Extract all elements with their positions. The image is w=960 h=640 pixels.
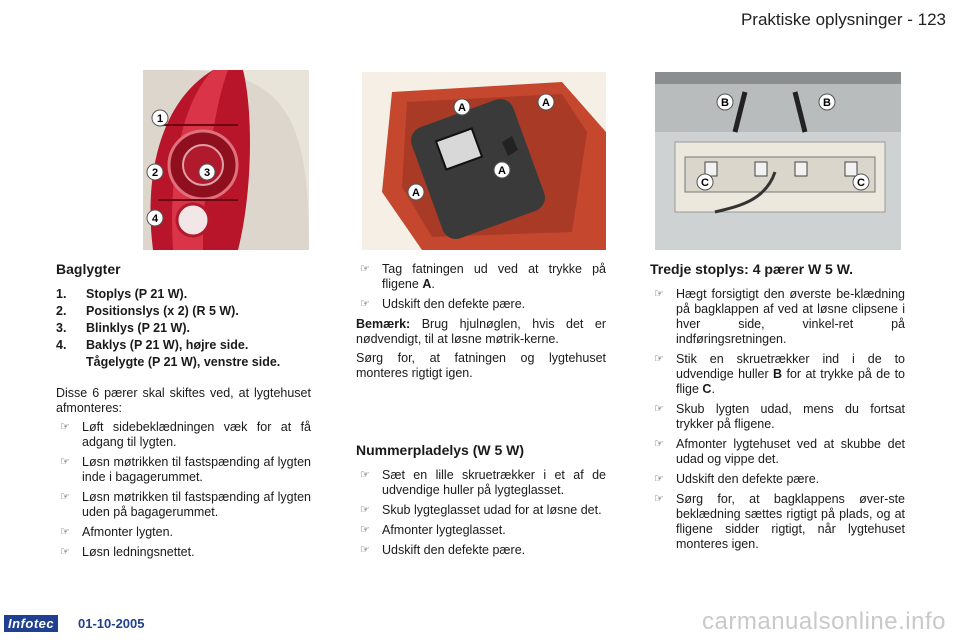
pointing-hand-icon: ☞ — [654, 473, 664, 485]
svg-text:A: A — [542, 97, 550, 109]
svg-text:1: 1 — [156, 113, 164, 125]
bulb-item: 4. Baklys (P 21 W), højre side. — [56, 338, 249, 352]
callout-b-2 — [819, 94, 835, 110]
watermark: carmanualsonline.info — [702, 608, 946, 635]
bulb-item: 3. Blinklys (P 21 W). — [56, 321, 190, 335]
list-item: ☞ Hægt forsigtigt den øverste be-klædning på bagklappen af ved at løsne clipsene i hver side, vinkel-ret på indføringsretningen. — [650, 287, 905, 347]
lamp-socket-illustration — [362, 72, 606, 250]
callout-3 — [199, 164, 215, 180]
pointing-hand-icon: ☞ — [360, 298, 370, 310]
bulb-item: 1. Stoplys (P 21 W). — [56, 287, 188, 301]
pointing-hand-icon: ☞ — [60, 491, 70, 503]
note-text-2: Sørg for, at fatningen og lygtehuset monteres rigtigt igen. — [356, 351, 606, 380]
rear-lights-column — [56, 262, 311, 565]
callout-4 — [147, 210, 163, 226]
number-plate-list — [356, 468, 606, 558]
intro-text: Disse 6 pærer skal skiftes ved, at lygtehuset afmonteres: — [56, 386, 311, 415]
bulb-list — [56, 287, 311, 370]
socket-instruction-list — [356, 262, 606, 312]
bulb-item: 2. Positionslys (x 2) (R 5 W). — [56, 304, 239, 318]
rear-light-illustration — [143, 70, 309, 250]
callout-c-1 — [697, 174, 713, 190]
svg-text:A: A — [498, 165, 506, 177]
callout-c-2 — [853, 174, 869, 190]
bulb-item-extra: Tågelygte (P 21 W), venstre side. — [86, 355, 281, 369]
third-brake-light-heading: Tredje stoplys: 4 pærer W 5 W. — [650, 261, 854, 277]
pointing-hand-icon: ☞ — [60, 526, 70, 538]
pointing-hand-icon: ☞ — [60, 546, 70, 558]
infotec-logo: Infotec — [4, 615, 58, 632]
list-item: ☞ Stik en skruetrækker ind i de to udvendige huller B for at trykke på de to flige C. — [650, 352, 905, 397]
list-item: ☞ Tag fatningen ud ved at trykke på fligene A. — [356, 262, 606, 292]
number-plate-heading: Nummerpladelys (W 5 W) — [356, 442, 525, 458]
list-item: ☞ Løsn ledningsnettet. — [56, 545, 311, 560]
lamp-socket-photo — [362, 72, 606, 250]
pointing-hand-icon: ☞ — [360, 469, 370, 481]
svg-text:2: 2 — [151, 167, 159, 179]
pointing-hand-icon: ☞ — [360, 524, 370, 536]
third-brake-light-illustration — [655, 72, 901, 250]
pointing-hand-icon: ☞ — [654, 288, 664, 300]
list-item: ☞ Udskift den defekte pære. — [356, 543, 606, 558]
footer-date: 01-10-2005 — [78, 616, 145, 631]
list-item: ☞ Løsn møtrikken til fastspænding af lygten inde i bagagerummet. — [56, 455, 311, 485]
pointing-hand-icon: ☞ — [60, 456, 70, 468]
third-brake-light-list — [650, 287, 905, 552]
rear-lights-heading: Baglygter — [56, 261, 121, 277]
instruction-list — [56, 420, 311, 560]
svg-text:3: 3 — [203, 167, 211, 179]
pointing-hand-icon: ☞ — [654, 403, 664, 415]
rear-light-photo — [143, 70, 309, 250]
list-item: ☞ Skub lygten udad, mens du fortsat trykker på fligene. — [650, 402, 905, 432]
callout-2 — [147, 164, 163, 180]
callout-1 — [152, 110, 168, 126]
third-brake-light-photo — [655, 72, 901, 250]
svg-text:C: C — [701, 177, 709, 189]
pointing-hand-icon: ☞ — [654, 493, 664, 505]
list-item: ☞ Sæt en lille skruetrækker i et af de udvendige huller på lygteglasset. — [356, 468, 606, 498]
svg-text:C: C — [857, 177, 865, 189]
note-text: Bemærk: Brug hjulnøglen, hvis det er nødvendigt, til at løsne møtrik-kerne. — [356, 317, 606, 346]
callout-a-3 — [494, 162, 510, 178]
pointing-hand-icon: ☞ — [60, 421, 70, 433]
svg-text:B: B — [721, 97, 729, 109]
list-item: ☞ Afmonter lygtehuset ved at skubbe det udad og vippe det. — [650, 437, 905, 467]
pointing-hand-icon: ☞ — [654, 438, 664, 450]
list-item: ☞ Løft sidebeklædningen væk for at få adgang til lygten. — [56, 420, 311, 450]
svg-text:A: A — [412, 187, 420, 199]
list-item: ☞ Udskift den defekte pære. — [650, 472, 905, 487]
callout-a-2 — [538, 94, 554, 110]
callout-a-4 — [408, 184, 424, 200]
svg-text:B: B — [823, 97, 831, 109]
list-item: ☞ Sørg for, at bagklappens øver-ste beklædning sættes rigtigt på plads, og at fligene sidder rigtigt, når lygtehuset monteres igen. — [650, 492, 905, 552]
pointing-hand-icon: ☞ — [654, 353, 664, 365]
socket-column — [356, 262, 606, 563]
svg-text:4: 4 — [151, 213, 159, 225]
pointing-hand-icon: ☞ — [360, 544, 370, 556]
page-header: Praktiske oplysninger - 123 — [740, 10, 946, 29]
pointing-hand-icon: ☞ — [360, 504, 370, 516]
pointing-hand-icon: ☞ — [360, 263, 370, 275]
list-item: ☞ Løsn møtrikken til fastspænding af lygten uden på bagagerummet. — [56, 490, 311, 520]
list-item: ☞ Afmonter lygten. — [56, 525, 311, 540]
list-item: ☞ Afmonter lygteglasset. — [356, 523, 606, 538]
callout-a-1 — [454, 99, 470, 115]
third-brake-light-column — [650, 262, 905, 557]
list-item: ☞ Skub lygteglasset udad for at løsne det. — [356, 503, 606, 518]
list-item: ☞ Udskift den defekte pære. — [356, 297, 606, 312]
svg-text:A: A — [458, 102, 466, 114]
callout-b-1 — [717, 94, 733, 110]
